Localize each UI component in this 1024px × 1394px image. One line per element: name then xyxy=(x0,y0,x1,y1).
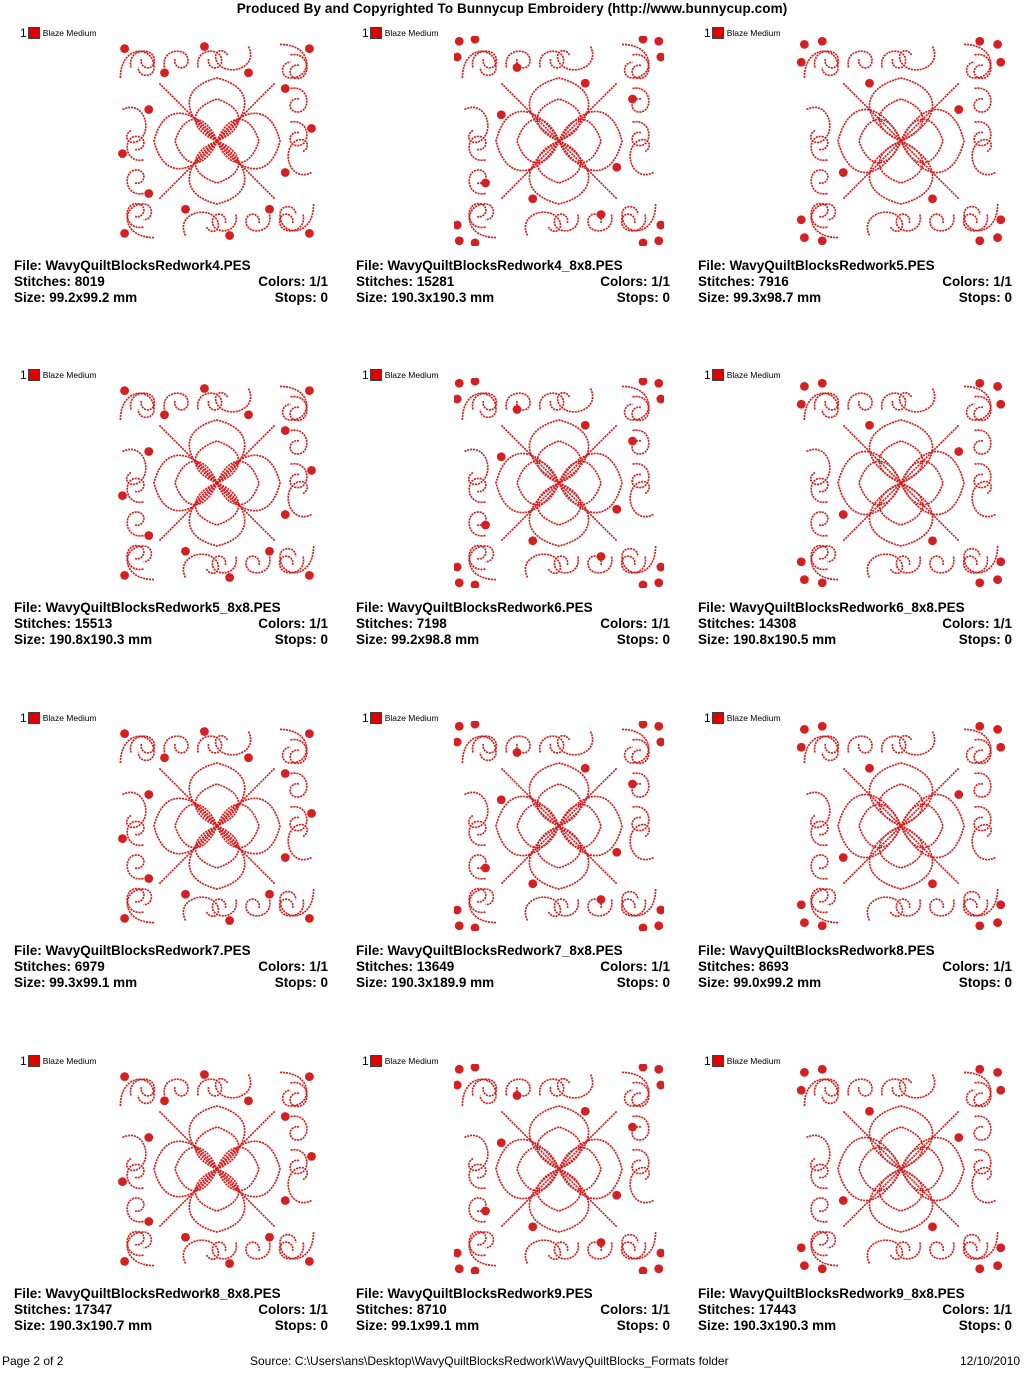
size-label: Size: xyxy=(698,1318,734,1333)
file-line xyxy=(14,1286,281,1302)
stitches-line xyxy=(698,1302,796,1318)
stitches-label: Stitches: xyxy=(14,616,75,631)
thread-number: 1 xyxy=(704,711,711,725)
colors-line xyxy=(258,616,328,632)
stops-label: Stops: xyxy=(958,1318,1005,1333)
thread-color-swatch xyxy=(370,27,382,39)
stitches-label: Stitches: xyxy=(356,959,417,974)
size-label: Size: xyxy=(698,975,734,990)
colors-line xyxy=(600,274,670,290)
stitches-value: 17347 xyxy=(74,1302,113,1317)
thread-color-swatch xyxy=(28,27,40,39)
stops-value: 0 xyxy=(662,975,670,990)
file-label: File: xyxy=(698,600,730,615)
size-label: Size: xyxy=(356,975,392,990)
stitches-label: Stitches: xyxy=(356,1302,417,1317)
colors-line xyxy=(258,959,328,975)
colors-label: Colors: xyxy=(600,616,652,631)
design-card xyxy=(342,709,684,1051)
stops-label: Stops: xyxy=(958,632,1005,647)
stops-label: Stops: xyxy=(616,632,663,647)
thread-number: 1 xyxy=(20,1054,27,1068)
colors-line xyxy=(600,616,670,632)
colors-value: 1/1 xyxy=(309,616,328,631)
colors-label: Colors: xyxy=(258,616,310,631)
design-card xyxy=(342,366,684,708)
size-line xyxy=(14,975,137,991)
thread-number: 1 xyxy=(20,368,27,382)
stops-line xyxy=(617,975,670,991)
stitches-label: Stitches: xyxy=(356,274,417,289)
file-line xyxy=(698,1286,965,1302)
colors-line xyxy=(942,274,1012,290)
file-name: WavyQuiltBlocksRedwork7.PES xyxy=(45,943,251,958)
size-line xyxy=(14,1318,152,1334)
file-line xyxy=(356,600,593,616)
file-label: File: xyxy=(698,1286,730,1301)
colors-line xyxy=(942,1302,1012,1318)
size-value: 190.3x190.3 mm xyxy=(391,290,495,305)
stitches-label: Stitches: xyxy=(14,1302,75,1317)
stops-label: Stops: xyxy=(616,1318,663,1333)
thread-number: 1 xyxy=(362,26,369,40)
design-info xyxy=(698,258,1012,306)
thread-name: Blaze Medium xyxy=(42,1056,97,1066)
thread-legend xyxy=(20,368,97,382)
size-value: 190.8x190.3 mm xyxy=(49,632,153,647)
file-line xyxy=(14,600,281,616)
thread-number: 1 xyxy=(20,711,27,725)
stops-label: Stops: xyxy=(958,975,1005,990)
file-label: File: xyxy=(698,258,730,273)
stitches-line xyxy=(14,616,112,632)
file-line xyxy=(14,943,251,959)
stops-line xyxy=(275,1318,328,1334)
thread-legend xyxy=(704,26,781,40)
file-line xyxy=(14,258,251,274)
file-name: WavyQuiltBlocksRedwork8.PES xyxy=(729,943,935,958)
stops-value: 0 xyxy=(662,290,670,305)
thread-legend xyxy=(20,26,97,40)
file-line xyxy=(698,258,935,274)
thread-color-swatch xyxy=(28,1055,40,1067)
thread-color-swatch xyxy=(712,369,724,381)
size-line xyxy=(698,1318,836,1334)
thread-name: Blaze Medium xyxy=(726,370,781,380)
stops-value: 0 xyxy=(662,1318,670,1333)
thread-number: 1 xyxy=(362,368,369,382)
stitches-label: Stitches: xyxy=(14,274,75,289)
stops-line xyxy=(959,632,1012,648)
stitches-value: 8710 xyxy=(416,1302,447,1317)
stops-value: 0 xyxy=(1004,290,1012,305)
embroidery-design-preview xyxy=(112,721,322,931)
colors-label: Colors: xyxy=(942,274,994,289)
size-value: 99.3x99.1 mm xyxy=(49,975,138,990)
colors-line xyxy=(258,274,328,290)
size-line xyxy=(14,290,137,306)
colors-label: Colors: xyxy=(258,1302,310,1317)
stops-value: 0 xyxy=(1004,1318,1012,1333)
colors-value: 1/1 xyxy=(993,959,1012,974)
design-card xyxy=(0,709,342,1051)
stops-value: 0 xyxy=(320,632,328,647)
file-name: WavyQuiltBlocksRedwork9_8x8.PES xyxy=(729,1286,965,1301)
file-label: File: xyxy=(356,943,388,958)
colors-value: 1/1 xyxy=(309,274,328,289)
design-info xyxy=(356,943,670,991)
size-line xyxy=(698,975,821,991)
stitches-value: 6979 xyxy=(74,959,105,974)
stops-line xyxy=(617,632,670,648)
stitches-value: 15281 xyxy=(416,274,455,289)
stops-label: Stops: xyxy=(274,1318,321,1333)
size-label: Size: xyxy=(14,975,50,990)
stops-line xyxy=(275,632,328,648)
file-label: File: xyxy=(356,258,388,273)
file-name: WavyQuiltBlocksRedwork4_8x8.PES xyxy=(387,258,623,273)
page-header: Produced By and Copyrighted To Bunnycup Embroidery (http://www.bunnycup.com) xyxy=(236,1,788,16)
design-info xyxy=(14,1286,328,1334)
thread-name: Blaze Medium xyxy=(42,713,97,723)
stops-line xyxy=(275,290,328,306)
thread-name: Blaze Medium xyxy=(42,370,97,380)
thread-name: Blaze Medium xyxy=(726,28,781,38)
stitches-line xyxy=(698,616,796,632)
size-label: Size: xyxy=(698,632,734,647)
thread-number: 1 xyxy=(362,711,369,725)
size-line xyxy=(356,975,494,991)
file-name: WavyQuiltBlocksRedwork6_8x8.PES xyxy=(729,600,965,615)
colors-line xyxy=(600,1302,670,1318)
colors-label: Colors: xyxy=(600,1302,652,1317)
embroidery-design-preview xyxy=(454,378,664,588)
colors-label: Colors: xyxy=(600,959,652,974)
stops-label: Stops: xyxy=(616,975,663,990)
embroidery-design-preview xyxy=(454,1064,664,1274)
stops-label: Stops: xyxy=(274,632,321,647)
design-card xyxy=(684,709,1024,1051)
thread-color-swatch xyxy=(712,27,724,39)
thread-color-swatch xyxy=(370,369,382,381)
stitches-line xyxy=(356,959,454,975)
thread-name: Blaze Medium xyxy=(384,713,439,723)
colors-value: 1/1 xyxy=(993,274,1012,289)
stitches-label: Stitches: xyxy=(698,274,759,289)
size-line xyxy=(356,290,494,306)
file-name: WavyQuiltBlocksRedwork8_8x8.PES xyxy=(45,1286,281,1301)
file-label: File: xyxy=(356,1286,388,1301)
embroidery-design-preview xyxy=(112,36,322,246)
design-info xyxy=(14,943,328,991)
thread-legend xyxy=(20,711,97,725)
source-path: Source: C:\Users\ans\Desktop\WavyQuiltBlocksRedwork\WavyQuiltBlocks_Formats folder xyxy=(250,1354,729,1368)
colors-value: 1/1 xyxy=(993,1302,1012,1317)
stitches-line xyxy=(698,274,789,290)
embroidery-design-preview xyxy=(796,36,1006,246)
file-line xyxy=(356,1286,593,1302)
size-value: 99.2x98.8 mm xyxy=(391,632,480,647)
stitches-value: 15513 xyxy=(74,616,113,631)
stitches-line xyxy=(356,616,447,632)
colors-line xyxy=(942,616,1012,632)
embroidery-design-preview xyxy=(796,721,1006,931)
stops-value: 0 xyxy=(320,290,328,305)
design-info xyxy=(698,1286,1012,1334)
colors-label: Colors: xyxy=(942,616,994,631)
thread-number: 1 xyxy=(20,26,27,40)
file-label: File: xyxy=(356,600,388,615)
size-line xyxy=(698,290,821,306)
stitches-label: Stitches: xyxy=(14,959,75,974)
page-number: Page 2 of 2 xyxy=(2,1354,64,1368)
embroidery-design-preview xyxy=(112,1064,322,1274)
thread-legend xyxy=(362,368,439,382)
colors-line xyxy=(258,1302,328,1318)
file-line xyxy=(356,943,623,959)
thread-name: Blaze Medium xyxy=(726,713,781,723)
size-value: 99.2x99.2 mm xyxy=(49,290,138,305)
stitches-line xyxy=(356,1302,447,1318)
stitches-label: Stitches: xyxy=(698,616,759,631)
file-label: File: xyxy=(14,1286,46,1301)
design-card xyxy=(0,1052,342,1394)
thread-name: Blaze Medium xyxy=(726,1056,781,1066)
file-label: File: xyxy=(14,600,46,615)
design-info xyxy=(698,600,1012,648)
file-line xyxy=(698,943,935,959)
embroidery-design-preview xyxy=(796,378,1006,588)
design-card xyxy=(0,366,342,708)
colors-label: Colors: xyxy=(942,1302,994,1317)
embroidery-design-preview xyxy=(796,1064,1006,1274)
stitches-line xyxy=(14,959,105,975)
design-info xyxy=(14,258,328,306)
page-footer xyxy=(0,1352,1024,1370)
thread-number: 1 xyxy=(704,26,711,40)
size-value: 190.3x189.9 mm xyxy=(391,975,495,990)
file-label: File: xyxy=(14,943,46,958)
stops-label: Stops: xyxy=(274,290,321,305)
stops-value: 0 xyxy=(320,1318,328,1333)
file-label: File: xyxy=(698,943,730,958)
size-value: 99.1x99.1 mm xyxy=(391,1318,480,1333)
stops-value: 0 xyxy=(1004,975,1012,990)
file-label: File: xyxy=(14,258,46,273)
size-label: Size: xyxy=(14,632,50,647)
stops-line xyxy=(617,1318,670,1334)
colors-label: Colors: xyxy=(258,959,310,974)
stops-line xyxy=(617,290,670,306)
thread-legend xyxy=(362,26,439,40)
colors-label: Colors: xyxy=(258,274,310,289)
print-date: 12/10/2010 xyxy=(960,1354,1021,1368)
thread-number: 1 xyxy=(362,1054,369,1068)
file-name: WavyQuiltBlocksRedwork5_8x8.PES xyxy=(45,600,281,615)
colors-line xyxy=(600,959,670,975)
embroidery-design-preview xyxy=(112,378,322,588)
thread-name: Blaze Medium xyxy=(384,370,439,380)
size-label: Size: xyxy=(14,1318,50,1333)
design-info xyxy=(14,600,328,648)
stops-value: 0 xyxy=(320,975,328,990)
stops-label: Stops: xyxy=(274,975,321,990)
stops-value: 0 xyxy=(662,632,670,647)
design-card xyxy=(684,24,1024,366)
colors-label: Colors: xyxy=(942,959,994,974)
thread-name: Blaze Medium xyxy=(42,28,97,38)
colors-value: 1/1 xyxy=(309,1302,328,1317)
thread-legend xyxy=(704,368,781,382)
stops-line xyxy=(275,975,328,991)
stops-value: 0 xyxy=(1004,632,1012,647)
colors-value: 1/1 xyxy=(993,616,1012,631)
thread-name: Blaze Medium xyxy=(384,28,439,38)
thread-legend xyxy=(20,1054,97,1068)
file-name: WavyQuiltBlocksRedwork9.PES xyxy=(387,1286,593,1301)
stops-line xyxy=(959,975,1012,991)
stops-label: Stops: xyxy=(616,290,663,305)
thread-name: Blaze Medium xyxy=(384,1056,439,1066)
design-info xyxy=(698,943,1012,991)
design-info xyxy=(356,1286,670,1334)
size-value: 99.0x99.2 mm xyxy=(733,975,822,990)
file-name: WavyQuiltBlocksRedwork6.PES xyxy=(387,600,593,615)
size-label: Size: xyxy=(14,290,50,305)
stitches-label: Stitches: xyxy=(698,959,759,974)
stops-line xyxy=(959,1318,1012,1334)
design-info xyxy=(356,258,670,306)
stitches-value: 13649 xyxy=(416,959,455,974)
stitches-line xyxy=(14,274,105,290)
stitches-line xyxy=(14,1302,112,1318)
colors-value: 1/1 xyxy=(651,274,670,289)
stitches-label: Stitches: xyxy=(698,1302,759,1317)
size-value: 190.3x190.7 mm xyxy=(49,1318,153,1333)
size-value: 190.8x190.5 mm xyxy=(733,632,837,647)
size-line xyxy=(356,632,479,648)
design-info xyxy=(356,600,670,648)
stitches-value: 17443 xyxy=(758,1302,797,1317)
size-label: Size: xyxy=(356,1318,392,1333)
size-value: 99.3x98.7 mm xyxy=(733,290,822,305)
colors-value: 1/1 xyxy=(651,616,670,631)
colors-value: 1/1 xyxy=(651,1302,670,1317)
thread-legend xyxy=(704,1054,781,1068)
stitches-line xyxy=(698,959,789,975)
design-card xyxy=(684,1052,1024,1394)
size-line xyxy=(698,632,836,648)
stitches-value: 14308 xyxy=(758,616,797,631)
size-label: Size: xyxy=(698,290,734,305)
file-line xyxy=(698,600,965,616)
file-name: WavyQuiltBlocksRedwork5.PES xyxy=(729,258,935,273)
size-label: Size: xyxy=(356,290,392,305)
stitches-value: 8019 xyxy=(74,274,105,289)
stitches-label: Stitches: xyxy=(356,616,417,631)
size-line xyxy=(356,1318,479,1334)
thread-color-swatch xyxy=(712,712,724,724)
design-card xyxy=(342,1052,684,1394)
colors-value: 1/1 xyxy=(309,959,328,974)
stops-label: Stops: xyxy=(958,290,1005,305)
colors-label: Colors: xyxy=(600,274,652,289)
stops-line xyxy=(959,290,1012,306)
stitches-line xyxy=(356,274,454,290)
thread-legend xyxy=(362,711,439,725)
design-card xyxy=(342,24,684,366)
design-card xyxy=(0,24,342,366)
thread-legend xyxy=(704,711,781,725)
embroidery-design-preview xyxy=(454,36,664,246)
design-card xyxy=(684,366,1024,708)
file-name: WavyQuiltBlocksRedwork7_8x8.PES xyxy=(387,943,623,958)
colors-value: 1/1 xyxy=(651,959,670,974)
thread-color-swatch xyxy=(712,1055,724,1067)
size-label: Size: xyxy=(356,632,392,647)
colors-line xyxy=(942,959,1012,975)
file-name: WavyQuiltBlocksRedwork4.PES xyxy=(45,258,251,273)
size-value: 190.3x190.3 mm xyxy=(733,1318,837,1333)
file-line xyxy=(356,258,623,274)
thread-number: 1 xyxy=(704,368,711,382)
thread-color-swatch xyxy=(28,712,40,724)
stitches-value: 7916 xyxy=(758,274,789,289)
thread-number: 1 xyxy=(704,1054,711,1068)
thread-color-swatch xyxy=(370,1055,382,1067)
stitches-value: 7198 xyxy=(416,616,447,631)
embroidery-design-preview xyxy=(454,721,664,931)
size-line xyxy=(14,632,152,648)
thread-color-swatch xyxy=(28,369,40,381)
thread-legend xyxy=(362,1054,439,1068)
stitches-value: 8693 xyxy=(758,959,789,974)
thread-color-swatch xyxy=(370,712,382,724)
